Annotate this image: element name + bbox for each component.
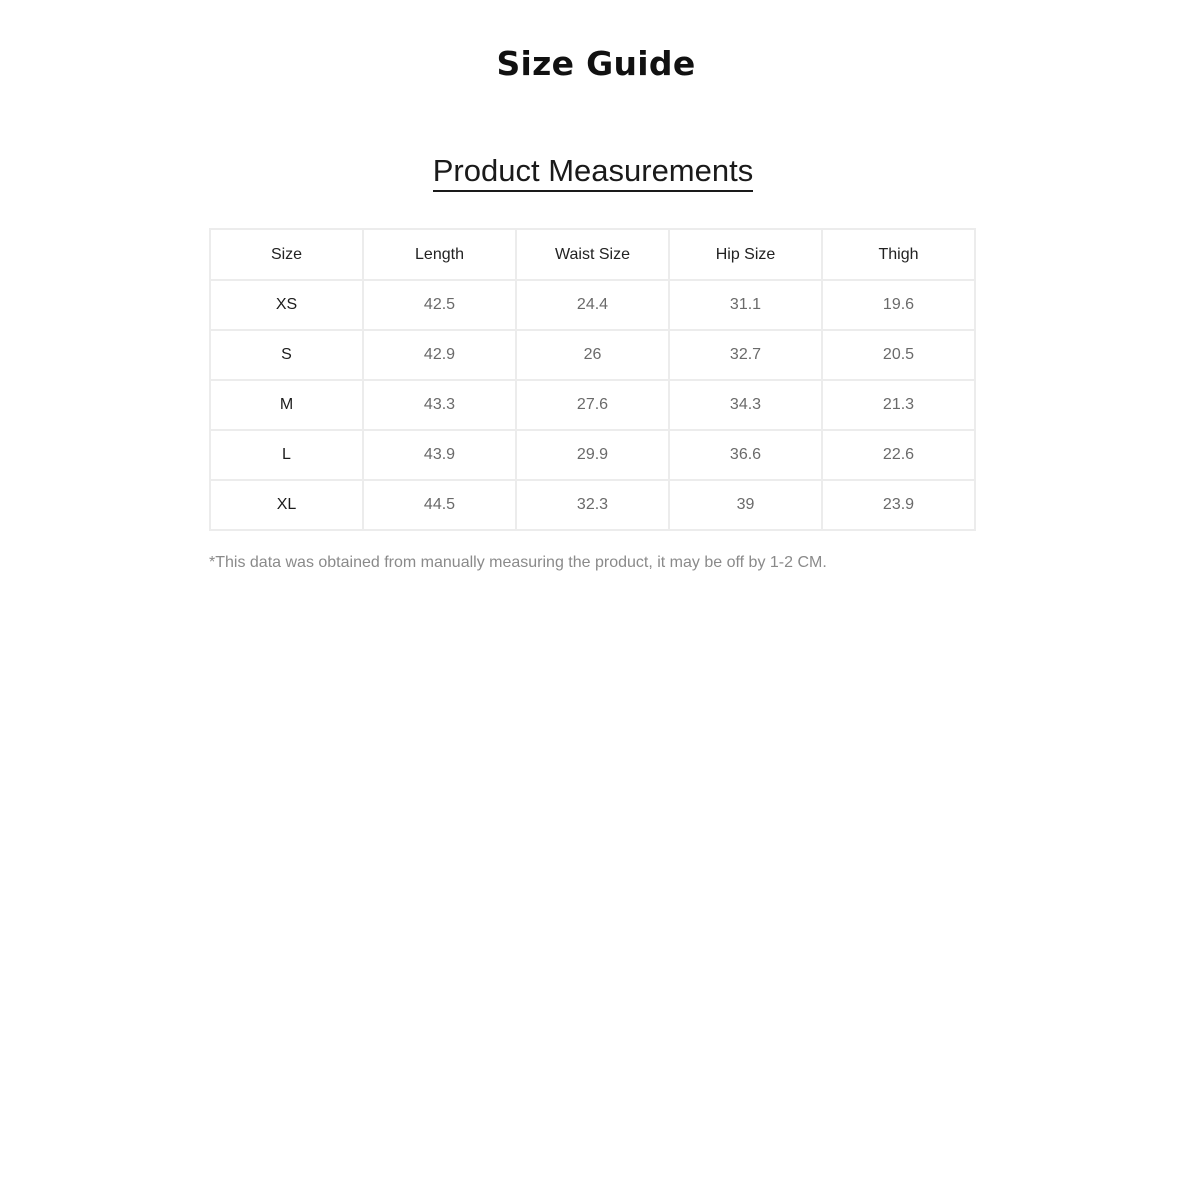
table-header-row [210,229,975,280]
measurement-footnote: *This data was obtained from manually measuring the product, it may be off by 1-2 CM. [209,554,827,571]
table-row [210,280,975,330]
size-cell: XS [210,280,363,330]
length-cell: 44.5 [363,480,516,530]
size-table [209,228,976,531]
thigh-cell: 23.9 [822,480,975,530]
thigh-cell: 20.5 [822,330,975,380]
size-cell: XL [210,480,363,530]
length-cell: 42.9 [363,330,516,380]
column-header-size: Size [210,229,363,280]
length-cell: 42.5 [363,280,516,330]
waist-size-cell: 32.3 [516,480,669,530]
table-row [210,480,975,530]
size-cell: S [210,330,363,380]
table-row [210,380,975,430]
page-title: Size Guide [496,44,696,83]
section-title: Product Measurements [433,153,753,192]
hip-size-cell: 34.3 [669,380,822,430]
hip-size-cell: 31.1 [669,280,822,330]
size-cell: L [210,430,363,480]
thigh-cell: 22.6 [822,430,975,480]
column-header-waist-size: Waist Size [516,229,669,280]
hip-size-cell: 32.7 [669,330,822,380]
waist-size-cell: 27.6 [516,380,669,430]
table-row [210,330,975,380]
size-cell: M [210,380,363,430]
length-cell: 43.3 [363,380,516,430]
waist-size-cell: 26 [516,330,669,380]
column-header-thigh: Thigh [822,229,975,280]
waist-size-cell: 29.9 [516,430,669,480]
length-cell: 43.9 [363,430,516,480]
thigh-cell: 19.6 [822,280,975,330]
table-row [210,430,975,480]
hip-size-cell: 39 [669,480,822,530]
column-header-hip-size: Hip Size [669,229,822,280]
waist-size-cell: 24.4 [516,280,669,330]
column-header-length: Length [363,229,516,280]
hip-size-cell: 36.6 [669,430,822,480]
section-header [0,153,1186,192]
thigh-cell: 21.3 [822,380,975,430]
